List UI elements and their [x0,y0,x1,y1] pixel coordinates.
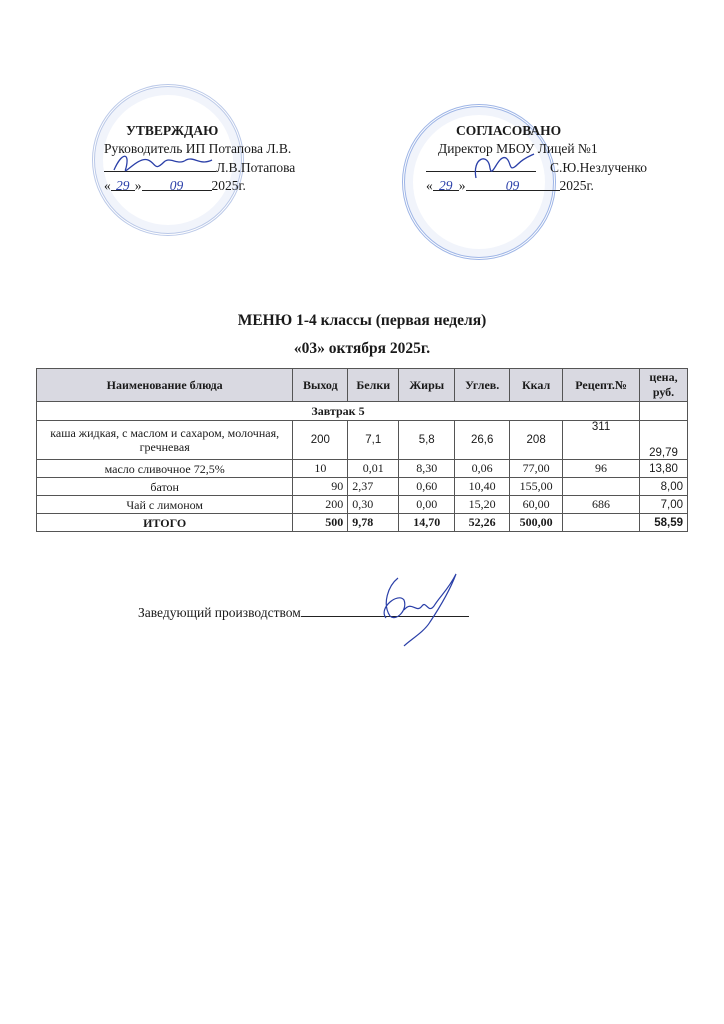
col-header-kcal: Ккал [510,369,563,402]
total-kcal: 500,00 [510,514,563,532]
dish-recipe: 311 [563,421,640,460]
dish-carbs: 0,06 [455,460,510,478]
quote-open: « [426,178,433,193]
dish-carbs: 26,6 [455,421,510,460]
total-recipe [563,514,640,532]
dish-name: масло сливочное 72,5% [37,460,293,478]
dish-output: 200 [293,421,348,460]
dish-output: 10 [293,460,348,478]
total-row [37,514,688,532]
dish-protein: 0,01 [348,460,399,478]
agreement-position: Директор МБОУ Лицей №1 [438,141,598,156]
dish-recipe: 686 [563,496,640,514]
dish-kcal: 77,00 [510,460,563,478]
col-header-name: Наименование блюда [37,369,293,402]
approval-day: 29 [111,177,135,191]
dish-protein: 7,1 [348,421,399,460]
menu-date: «03» октября 2025г. [293,340,431,357]
total-output: 500 [293,514,348,532]
agreement-month: 09 [466,177,560,191]
section-label: Завтрак 5 [37,402,640,421]
dish-fat: 0,00 [399,496,455,514]
section-row [37,402,688,421]
agreement-title: СОГЛАСОВАНО [456,123,562,138]
table-row [37,421,688,460]
agreement-day: 29 [433,177,459,191]
col-header-output: Выход [293,369,348,402]
total-carbs: 52,26 [455,514,510,532]
dish-fat: 5,8 [399,421,455,460]
table-row [37,496,688,514]
dish-name: батон [37,478,293,496]
dish-recipe [563,478,640,496]
approval-signature [108,148,218,178]
total-fat: 14,70 [399,514,455,532]
agreement-block [426,122,686,195]
dish-price: 8,00 [640,478,688,496]
dish-name: каша жидкая, с маслом и сахаром, молочная, гречневая [37,421,293,460]
manager-signature [368,570,468,650]
manager-label: Заведующий производством [138,605,301,620]
total-protein: 9,78 [348,514,399,532]
quote-close: » [134,178,142,193]
dish-price: 13,80 [640,460,688,478]
dish-carbs: 15,20 [455,496,510,514]
approval-year: 2025г. [211,178,246,193]
agreement-date [426,177,686,195]
agreement-signature [468,148,538,184]
agreement-signature-line [426,158,686,177]
table-row [37,478,688,496]
quote-open: « [104,178,111,193]
dish-fat: 0,60 [399,478,455,496]
col-header-fat: Жиры [399,369,455,402]
agreement-year: 2025г. [559,178,594,193]
dish-carbs: 10,40 [455,478,510,496]
table-row [37,460,688,478]
dish-kcal: 155,00 [510,478,563,496]
dish-protein: 2,37 [348,478,399,496]
dish-price: 7,00 [640,496,688,514]
col-header-carbs: Углев. [455,369,510,402]
col-header-price: цена, руб. [640,369,688,402]
total-price: 58,59 [640,514,688,532]
col-header-protein: Белки [348,369,399,402]
dish-recipe: 96 [563,460,640,478]
approval-date [104,177,364,195]
menu-table [36,368,688,532]
quote-close: » [458,178,466,193]
approval-month: 09 [142,177,212,191]
total-label: ИТОГО [37,514,293,532]
dish-price: 29,79 [640,421,688,460]
dish-protein: 0,30 [348,496,399,514]
dish-kcal: 60,00 [510,496,563,514]
agreement-signatory: С.Ю.Незлученко [550,160,647,175]
dish-kcal: 208 [510,421,563,460]
table-header-row [37,369,688,402]
approval-position: Руководитель ИП Потапова Л.В. [104,141,292,156]
menu-title: МЕНЮ 1-4 классы (первая неделя) [237,312,487,329]
dish-name: Чай с лимоном [37,496,293,514]
dish-output: 90 [293,478,348,496]
approval-signatory: Л.В.Потапова [216,160,296,175]
dish-fat: 8,30 [399,460,455,478]
section-empty-cell [640,402,688,421]
dish-output: 200 [293,496,348,514]
approval-title: УТВЕРЖДАЮ [126,123,219,138]
col-header-recipe: Рецепт.№ [563,369,640,402]
